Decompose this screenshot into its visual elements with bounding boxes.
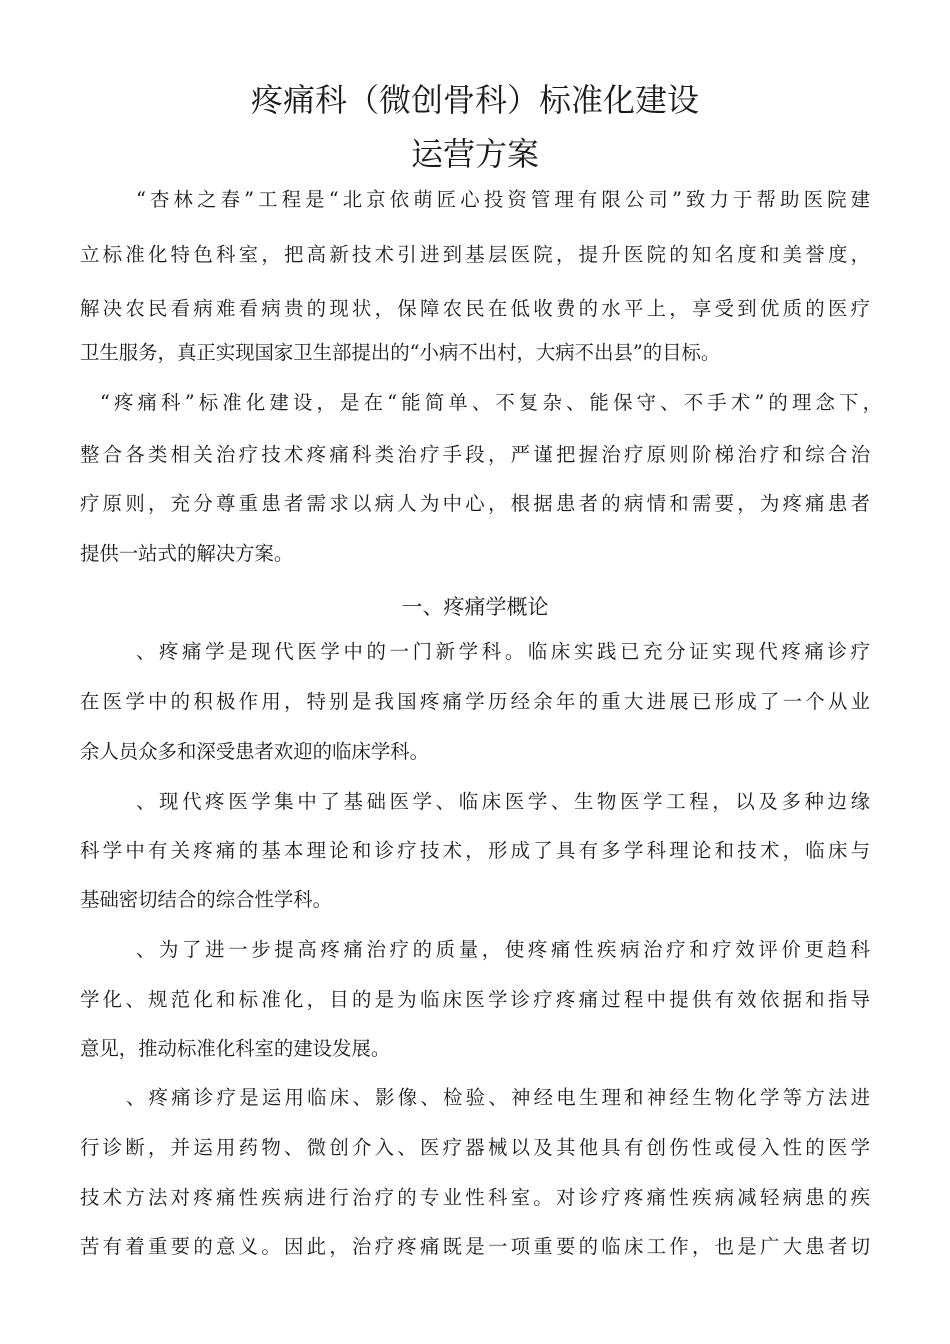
section-heading: 一、疼痛学概论	[401, 595, 549, 619]
section-p1-line: 余人员众多和深受患者欢迎的临床学科。	[80, 740, 430, 763]
intro-p1-line: “杏林之春”工程是“北京依萌匠心投资管理有限公司”致力于帮助医院建	[136, 188, 870, 211]
intro-p2-line: 疗原则，充分尊重患者需求以病人为中心，根据患者的病情和需要，为疼痛患者	[80, 492, 870, 515]
section-p2-line: 基础密切结合的综合性学科。	[80, 888, 333, 911]
section-p4-line: 行诊断，并运用药物、微创介入、医疗器械以及其他具有创伤性或侵入性的医学	[80, 1136, 870, 1159]
section-p1-line: 、疼痛学是现代医学中的一门新学科。临床实践已充分证实现代疼痛诊疗	[136, 640, 870, 663]
intro-p2-line: “疼痛科”标准化建设，是在“能简单、不复杂、能保守、不手术”的理念下，	[100, 391, 882, 414]
section-p4-line: 苦有着重要的意义。因此，治疗疼痛既是一项重要的临床工作，也是广大患者切	[80, 1235, 870, 1258]
section-p3-line: 学化、规范化和标准化，目的是为临床医学诊疗疼痛过程中提供有效依据和指导	[80, 988, 870, 1011]
document-title: 疼痛科（微创骨科）标准化建设	[250, 81, 699, 119]
intro-p1-line: 立标准化特色科室，把高新技术引进到基层医院，提升医院的知名度和美誉度，	[80, 243, 870, 266]
intro-p2-line: 提供一站式的解决方案。	[80, 542, 294, 565]
intro-p2-line: 整合各类相关治疗技术疼痛科类治疗手段，严谨把握治疗原则阶梯治疗和综合治	[80, 443, 870, 466]
section-p3-line: 意见，推动标准化科室的建设发展。	[80, 1037, 391, 1060]
document-subtitle: 运营方案	[410, 135, 539, 173]
section-p2-line: 、现代疼医学集中了基础医学、临床医学、生物医学工程，以及多种边缘	[136, 790, 870, 813]
intro-p1-line: 解决农民看病难看病贵的现状，保障农民在低收费的水平上，享受到优质的医疗	[80, 297, 870, 320]
section-p1-line: 在医学中的积极作用，特别是我国疼痛学历经余年的重大进展已形成了一个从业	[80, 690, 870, 713]
section-p4-line: 、疼痛诊疗是运用临床、影像、检验、神经电生理和神经生物化学等方法进	[126, 1086, 870, 1109]
section-p2-line: 科学中有关疼痛的基本理论和诊疗技术，形成了具有多学科理论和技术，临床与	[80, 839, 870, 862]
intro-p1-line: 卫生服务，真正实现国家卫生部提出的“小病不出村，大病不出县”的目标。	[80, 341, 721, 364]
section-p3-line: 、为了进一步提高疼痛治疗的质量，使疼痛性疾病治疗和疗效评价更趋科	[136, 938, 870, 961]
section-p4-line: 技术方法对疼痛性疾病进行治疗的专业性科室。对诊疗疼痛性疾病减轻病患的疾	[80, 1186, 870, 1209]
